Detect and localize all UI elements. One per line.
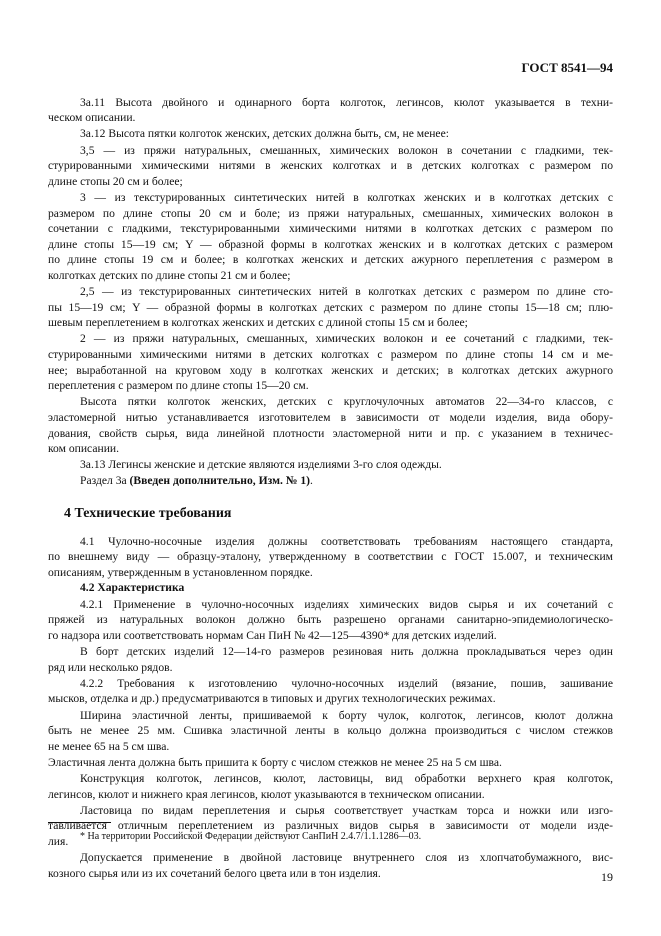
- text-line: 4.2.2 Требования к изготовлению чулочно-носочных изделий (вязание, пошив, зашивание: [80, 676, 613, 690]
- paragraph: [48, 771, 613, 802]
- section-3a-paragraphs: [48, 95, 613, 473]
- text-line: пряжей из натуральных волокон должно быть разрешено органами санитарно-эпидемиологическо-: [48, 613, 613, 627]
- section-heading: 4 Технические требования: [64, 505, 232, 521]
- document-header: ГОСТ 8541—94: [521, 60, 613, 75]
- text-line: Ширина эластичной ленты, пришиваемой к борту чулок, колготок, легинсов, кюлот должна: [80, 708, 613, 722]
- text-line: сочетании с гладкими, текстурированными химическими нитями в колготках детских с размером по: [48, 222, 613, 236]
- paragraph: [48, 331, 613, 393]
- clause-4-1: [48, 534, 613, 581]
- text-line: нее; выработанной на круговом ходу в колготках женских и детских; в колготках детских ажурного: [48, 363, 613, 377]
- text-line: колготках детских по длине стопы 21 см и более;: [48, 268, 291, 282]
- text-line: Допускается применение в двойной ластовице внутреннего слоя из хлопчатобумажного, вис-: [80, 851, 613, 865]
- amendment-bold: (Введен дополнительно, Изм. № 1): [129, 474, 310, 487]
- paragraph: [48, 850, 613, 881]
- text-line: Эластичная лента должна быть пришита к борту с числом стежков не менее 25 на 5 см шва.: [48, 755, 502, 769]
- text-line: 4.2.1 Применение в чулочно-носочных изделиях химических видов сырья и их сочетаний с: [80, 597, 613, 611]
- text-line: мысков, отделка и др.) предусматриваются в типовых и других технологических режимах.: [48, 692, 496, 706]
- paragraph: [48, 803, 613, 850]
- text-line: 3 — из текстурированных синтетических нитей в колготках женских и в колготках детских с: [80, 190, 613, 204]
- paragraph: [48, 597, 613, 644]
- paragraph: [48, 755, 613, 771]
- text-line: легинсов, кюлот и нижнего края легинсов, кюлот указываются в техническом описании.: [48, 787, 485, 801]
- text-line: быть не менее 25 мм. Сшивка эластичной ленты в кольцо должна производиться с числом стежков: [48, 724, 613, 738]
- section-amendment-note: [48, 473, 613, 489]
- paragraph: [48, 644, 613, 675]
- paragraph: [48, 284, 613, 331]
- paragraph: [48, 708, 613, 755]
- text-line: Конструкция колготок, легинсов, кюлот, ластовицы, вид обработки верхнего края колготок,: [80, 772, 613, 786]
- text-line: 2,5 — из текстурированных синтетических нитей в колготках детских с размером по длине сто-: [80, 285, 613, 299]
- text-line: описаниям, утвержденным в установленном порядке.: [48, 565, 313, 579]
- subsection-heading: 4.2 Характеристика: [80, 581, 185, 595]
- footnote: * На территории Российской Федерации действуют СанПиН 2.4.7/1.1.1286—03.: [80, 831, 422, 842]
- paragraph: [48, 190, 613, 284]
- text-line: по внешнему виду — образцу-эталону, утвержденному в соответствии с ГОСТ 15.007, и техническим: [48, 550, 613, 564]
- amendment-prefix: Раздел 3а: [80, 474, 130, 487]
- text-line: козного сырья или из их сочетаний белого цвета или в тон изделия.: [48, 866, 381, 880]
- text-line: 3а.11 Высота двойного и одинарного борта колготок, легинсов, кюлот указывается в техни-: [80, 95, 613, 109]
- text-line: размером по длине стопы 20 см и боле; из пряжи натуральных, смешанных, химических волокон в: [48, 206, 613, 220]
- text-line: переплетения с размером по длине стопы 15—20 см.: [48, 379, 309, 393]
- footnote-divider: [48, 822, 111, 823]
- text-line: 4.1 Чулочно-носочные изделия должны соответствовать требованиям настоящего стандарта,: [80, 534, 613, 548]
- text-line: длине стопы 20 см и более;: [48, 174, 183, 188]
- text-line: ческом описании.: [48, 111, 136, 125]
- text-line: стурированными химическими нитями в женских колготках и в детских колготках с размером по: [48, 159, 613, 173]
- text-line: го надзора или соответствовать нормам Сан ПиН № 42—125—4390* для детских изделий.: [48, 628, 497, 642]
- text-line: Ластовица по видам переплетения и сырья соответствует участкам торса и ножки или изго-: [80, 803, 613, 817]
- text-line: 3а.12 Высота пятки колготок женских, детских должна быть, см, не менее:: [80, 127, 449, 141]
- paragraph: [48, 534, 613, 581]
- text-line: шевым переплетением в колготках женских и детских с длиной стопы 15 см и более;: [48, 316, 468, 330]
- text-line: по длине стопы 19 см и более; в колготках женских и детских ажурного переплетения с размером в: [48, 253, 613, 267]
- text-line: не менее 65 на 5 см шва.: [48, 739, 170, 753]
- paragraph: [48, 126, 613, 142]
- page-content: [48, 94, 613, 881]
- text-line: тавливается отличным переплетением из различных видов сырья в зависимости от модели изде-: [48, 819, 613, 833]
- text-line: стурированными химическими нитями в детских колготках с размером по длине стопы 14 см и ме-: [48, 348, 613, 362]
- paragraph: [48, 394, 613, 456]
- text-line: В борт детских изделий 12—14-го размеров резиновая нить должна прокладываться через один: [80, 644, 613, 658]
- text-line: ряд или несколько рядов.: [48, 660, 173, 674]
- text-line: 3а.13 Легинсы женские и детские являются изделиями 3-го слоя одежды.: [80, 458, 442, 472]
- text-line: Высота пятки колготок женских, детских с круглочулочных автоматов 22—34-го классов, с: [80, 395, 613, 409]
- text-line: эластомерной нитью устанавливается изготовителем в зависимости от модели изделия, вида обору-: [48, 411, 613, 425]
- text-line: дования, свойств сырья, вида линейной плотности эластомерной нити и пр. с указанием в техничес-: [48, 426, 613, 440]
- text-line: 2 — из пряжи натуральных, смешанных, химических волокон и ее сочетаний с гладкими, тек-: [80, 332, 613, 346]
- text-line: лия.: [48, 835, 69, 849]
- paragraph: [48, 457, 613, 473]
- text-line: ком описании.: [48, 442, 120, 456]
- page-number: 19: [601, 870, 613, 884]
- text-line: 3,5 — из пряжи натуральных, смешанных, химических волокон в сочетании с гладкими, тек-: [80, 143, 613, 157]
- paragraph: [48, 95, 613, 126]
- paragraph: [48, 143, 613, 190]
- amendment-suffix: .: [310, 474, 313, 487]
- paragraph: [48, 676, 613, 707]
- text-line: длине стопы 15—19 см; Y — образной формы в колготках женских и в колготках детских с размером: [48, 237, 613, 251]
- text-line: пы 15—19 см; Y — образной формы в колготках детских с размером по длине стопы 15—18 см; плю-: [48, 300, 613, 314]
